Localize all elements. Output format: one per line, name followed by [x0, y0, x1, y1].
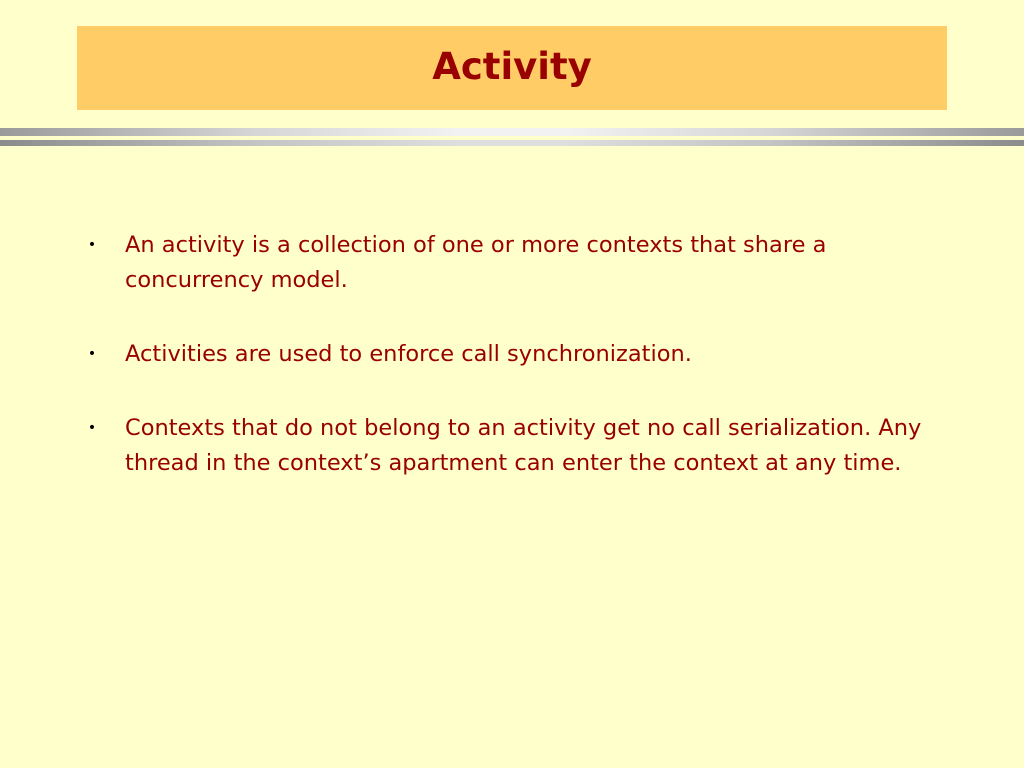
bullet-list: [86, 228, 966, 520]
bullet-text: Activities are used to enforce call synchronization.: [125, 341, 692, 367]
slide-title: Activity: [432, 44, 592, 88]
title-divider-lower: [0, 140, 1024, 146]
bullet-marker-icon: •: [87, 237, 97, 253]
bullet-item: [86, 411, 966, 481]
bullet-item: [86, 228, 966, 298]
bullet-text: An activity is a collection of one or more contexts that share a concurrency model.: [125, 232, 827, 293]
bullet-marker-icon: •: [87, 420, 97, 436]
slide-title-banner: [77, 26, 947, 110]
bullet-item: [86, 337, 966, 372]
bullet-marker-icon: •: [87, 346, 97, 362]
bullet-text: Contexts that do not belong to an activity get no call serialization. Any thread in the context’s apartment can enter the context at any time.: [125, 415, 922, 476]
title-divider-upper: [0, 128, 1024, 136]
